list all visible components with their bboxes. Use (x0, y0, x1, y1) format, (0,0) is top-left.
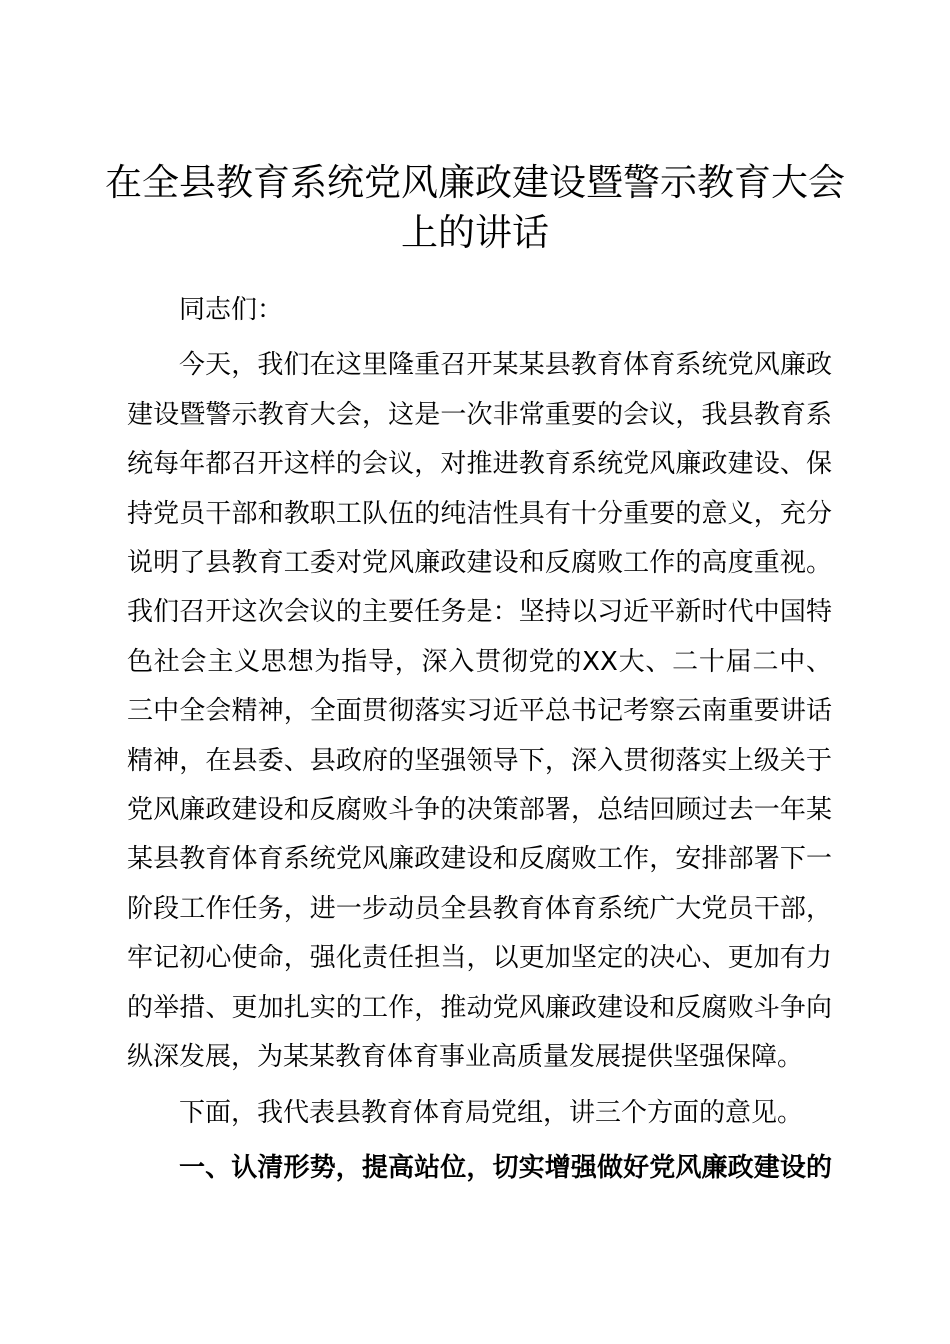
paragraph-line: 下面，我代表县教育体育局党组，讲三个方面的意见。 (179, 1097, 804, 1128)
paragraph-line: 今天，我们在这里隆重召开某某县教育体育系统党风廉政 (179, 350, 832, 381)
salutation-text: 同志们： (179, 295, 284, 325)
section-heading-text: 一、认清形势，提高站位，切实增强做好党风廉政建设的 (179, 1152, 832, 1183)
paragraph-line: 三中全会精神，全面贯彻落实习近平总书记考察云南重要讲话 (127, 696, 832, 727)
paragraph-line: 我们召开这次会议的主要任务是：坚持以习近平新时代中国特 (127, 597, 832, 628)
title-line: 上的讲话 (401, 211, 549, 254)
paragraph-line: 的举措、更加扎实的工作，推动党风廉政建设和反腐败斗争向 (127, 992, 832, 1023)
paragraph-line: 色社会主义思想为指导，深入贯彻党的XX大、二十届二中、 (127, 646, 832, 677)
paragraph-line: 说明了县教育工委对党风廉政建设和反腐败工作的高度重视。 (127, 548, 832, 579)
paragraph-line: 某县教育体育系统党风廉政建设和反腐败工作，安排部署下一 (127, 844, 832, 875)
paragraph-line: 持党员干部和教职工队伍的纯洁性具有十分重要的意义，充分 (127, 498, 832, 529)
paragraph-opening (127, 341, 832, 1082)
paragraph-line: 阶段工作任务，进一步动员全县教育体育系统广大党员干部， (127, 893, 832, 924)
salutation (127, 286, 832, 335)
title-line: 在全县教育系统党风廉政建设暨警示教育大会 (105, 161, 845, 204)
document-title (100, 158, 850, 258)
paragraph-line: 精神，在县委、县政府的坚强领导下，深入贯彻落实上级关于 (127, 745, 832, 776)
document-body (127, 286, 832, 1193)
paragraph-line: 建设暨警示教育大会，这是一次非常重要的会议，我县教育系 (127, 399, 832, 430)
paragraph-line: 统每年都召开这样的会议，对推进教育系统党风廉政建设、保 (127, 449, 832, 480)
paragraph-intro (127, 1089, 832, 1138)
paragraph-line: 党风廉政建设和反腐败斗争的决策部署，总结回顾过去一年某 (127, 795, 832, 826)
paragraph-line: 牢记初心使命，强化责任担当，以更加坚定的决心、更加有力 (127, 943, 832, 974)
paragraph-line: 纵深发展，为某某教育体育事业高质量发展提供坚强保障。 (127, 1042, 804, 1073)
section-heading-1 (127, 1144, 832, 1193)
